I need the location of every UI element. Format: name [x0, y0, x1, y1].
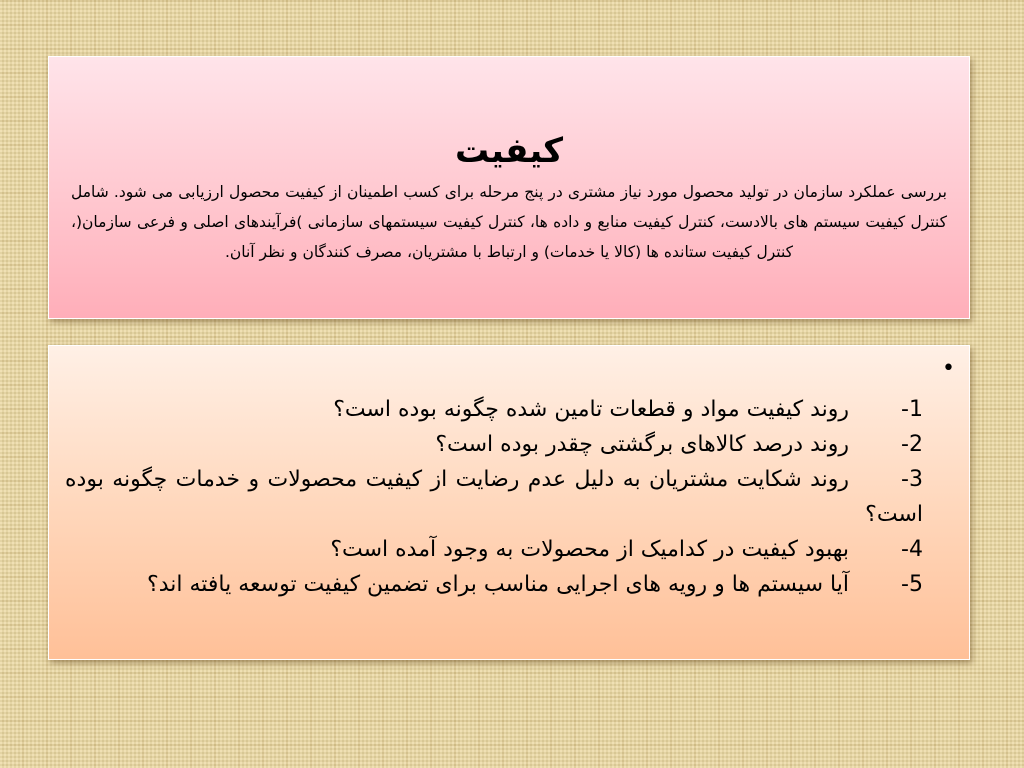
question-number: 2-	[901, 432, 923, 457]
question-item	[65, 462, 923, 532]
bullet-icon: •	[942, 356, 955, 381]
question-number: 5-	[901, 572, 923, 597]
question-number: 4-	[901, 537, 923, 562]
question-list	[65, 392, 923, 602]
question-text: بهبود کیفیت در کدامیک از محصولات به وجود آمده است؟	[330, 537, 849, 562]
question-text: روند شکایت مشتریان به دلیل عدم رضایت از کیفیت محصولات و خدمات چگونه بوده است؟	[65, 467, 923, 527]
question-item	[65, 392, 923, 427]
question-number: 1-	[901, 397, 923, 422]
question-item	[65, 427, 923, 462]
questions-box	[48, 345, 970, 660]
title-box	[48, 56, 970, 319]
question-text: آیا سیستم ها و رویه های اجرایی مناسب برای تضمین کیفیت توسعه یافته اند؟	[147, 572, 849, 597]
question-number: 3-	[901, 467, 923, 492]
slide-title: کیفیت	[455, 131, 563, 171]
question-item	[65, 567, 923, 602]
question-item	[65, 532, 923, 567]
question-text: روند کیفیت مواد و قطعات تامین شده چگونه بوده است؟	[333, 397, 849, 422]
question-text: روند درصد کالاهای برگشتی چقدر بوده است؟	[435, 432, 849, 457]
quality-definition: بررسی عملکرد سازمان در تولید محصول مورد نیاز مشتری در پنج مرحله برای کسب اطمینان از کیفیت محصول ارزیابی می شود. شامل کنترل کیفیت سیستم های بالادست، کنترل کیفیت منابع و داده ها، کنترل کیفیت سیستمهای سازمانی )فرآیندهای اصلی و فرعی سازمان(، کنترل کیفیت ستانده ها (کالا یا خدمات) و ارتباط با مشتریان، مصرف کنندگان و نظر آنان.	[71, 183, 947, 261]
